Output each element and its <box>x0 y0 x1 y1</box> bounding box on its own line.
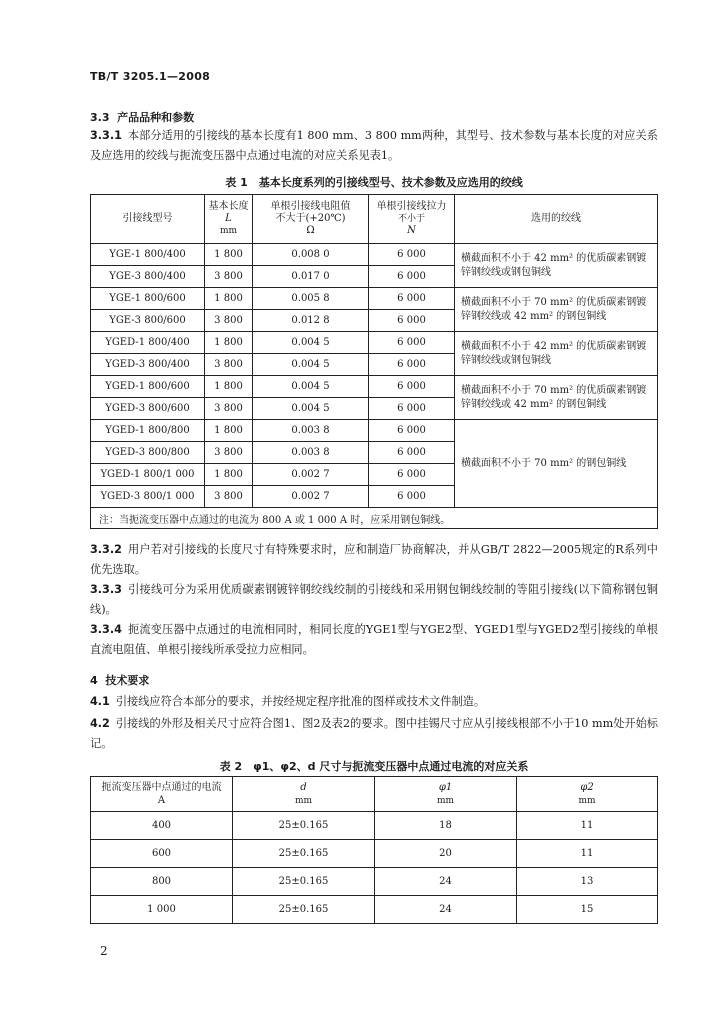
cell-length: 3 800 <box>205 266 253 288</box>
table-2 <box>90 776 658 924</box>
col-header-phi2: φ2 mm <box>517 777 658 812</box>
cell-phi2: 11 <box>517 812 658 840</box>
clause-text: 用户若对引接线的长度尺寸有特殊要求时，应和制造厂协商解决，并从GB/T 2822—2005规定的R系列中优先选取。 <box>90 543 658 576</box>
cell-tension: 6 000 <box>369 442 455 464</box>
section-3-3-heading <box>90 109 194 125</box>
cell-model: YGED-3 800/600 <box>91 398 205 420</box>
table-row <box>91 420 658 442</box>
table-row <box>91 840 658 868</box>
cell-current: 1 000 <box>91 896 233 924</box>
page-number: 2 <box>100 944 108 958</box>
cell-d: 25±0.165 <box>233 896 375 924</box>
clause-text: 引接线可分为采用优质碳素钢镀锌钢绞线绞制的引接线和采用钢包铜线绞制的等阻引接线(以下简称钢包铜线)。 <box>90 583 658 616</box>
cell-wire: 横截面积不小于 42 mm² 的优质碳素钢镀锌钢绞线或钢包铜线 <box>455 332 658 376</box>
section-title: 产品品种和参数 <box>117 111 195 124</box>
cell-phi1: 18 <box>375 812 517 840</box>
col-header-tension: 单根引接线拉力 不小于 N <box>369 195 455 244</box>
cell-model: YGED-3 800/800 <box>91 442 205 464</box>
cell-model: YGE-1 800/400 <box>91 244 205 266</box>
cell-wire: 横截面积不小于 70 mm² 的优质碳素钢镀锌钢绞线或 42 mm² 的钢包铜线 <box>455 376 658 420</box>
cell-tension: 6 000 <box>369 266 455 288</box>
cell-length: 1 800 <box>205 288 253 310</box>
col-header-wire: 选用的绞线 <box>455 195 658 244</box>
table-header-row <box>91 777 658 812</box>
cell-tension: 6 000 <box>369 332 455 354</box>
clause-3-3-4 <box>90 620 658 660</box>
section-title: 技术要求 <box>105 674 150 687</box>
cell-length: 1 800 <box>205 420 253 442</box>
cell-tension: 6 000 <box>369 354 455 376</box>
cell-resistance: 0.017 0 <box>253 266 369 288</box>
cell-model: YGED-1 800/400 <box>91 332 205 354</box>
cell-resistance: 0.002 7 <box>253 486 369 508</box>
clause-number: 4.2 <box>90 717 110 730</box>
clause-number: 3.3.4 <box>90 623 122 636</box>
table-1-caption: 表 1 基本长度系列的引接线型号、技术参数及应选用的绞线 <box>225 176 523 189</box>
cell-length: 1 800 <box>205 332 253 354</box>
clause-number: 3.3.1 <box>90 129 122 142</box>
col-header-length: 基本长度 L mm <box>205 195 253 244</box>
cell-length: 1 800 <box>205 464 253 486</box>
col-header-current: 扼流变压器中点通过的电流 A <box>91 777 233 812</box>
cell-d: 25±0.165 <box>233 868 375 896</box>
clause-4-1 <box>90 692 658 712</box>
table-note-row <box>91 508 658 529</box>
cell-model: YGE-1 800/600 <box>91 288 205 310</box>
clause-4-2 <box>90 714 658 754</box>
cell-wire: 横截面积不小于 42 mm² 的优质碳素钢镀锌钢绞线或钢包铜线 <box>455 244 658 288</box>
cell-resistance: 0.002 7 <box>253 464 369 486</box>
cell-phi2: 11 <box>517 840 658 868</box>
cell-resistance: 0.008 0 <box>253 244 369 266</box>
clause-text: 扼流变压器中点通过的电流相同时，相同长度的YGE1型与YGE2型、YGED1型与YGED2型引接线的单根直流电阻值、单根引接线所承受拉力应相同。 <box>90 623 658 656</box>
cell-resistance: 0.003 8 <box>253 442 369 464</box>
cell-phi2: 13 <box>517 868 658 896</box>
table-row <box>91 244 658 266</box>
cell-model: YGED-1 800/600 <box>91 376 205 398</box>
cell-phi1: 20 <box>375 840 517 868</box>
cell-length: 3 800 <box>205 442 253 464</box>
cell-tension: 6 000 <box>369 420 455 442</box>
cell-resistance: 0.012 8 <box>253 310 369 332</box>
clause-number: 3.3.2 <box>90 543 122 556</box>
cell-model: YGE-3 800/600 <box>91 310 205 332</box>
table-header-row <box>91 195 658 244</box>
clause-text: 本部分适用的引接线的基本长度有1 800 mm、3 800 mm两种，其型号、技术参数与基本长度的对应关系及应选用的绞线与扼流变压器中点通过电流的对应关系见表1。 <box>90 129 658 162</box>
cell-model: YGED-1 800/800 <box>91 420 205 442</box>
clause-number: 4.1 <box>90 695 110 708</box>
cell-tension: 6 000 <box>369 244 455 266</box>
cell-length: 3 800 <box>205 354 253 376</box>
cell-phi1: 24 <box>375 896 517 924</box>
clause-text: 引接线应符合本部分的要求，并按经规定程序批准的图样或技术文件制造。 <box>115 695 486 708</box>
col-header-d: d mm <box>233 777 375 812</box>
cell-wire: 横截面积不小于 70 mm² 的钢包铜线 <box>455 420 658 508</box>
section-number: 3.3 <box>90 111 110 124</box>
cell-resistance: 0.004 5 <box>253 376 369 398</box>
col-header-model: 引接线型号 <box>91 195 205 244</box>
col-header-phi1: φ1 mm <box>375 777 517 812</box>
table-row <box>91 288 658 310</box>
cell-length: 3 800 <box>205 398 253 420</box>
cell-resistance: 0.004 5 <box>253 398 369 420</box>
cell-tension: 6 000 <box>369 376 455 398</box>
clause-3-3-1 <box>90 126 658 166</box>
cell-resistance: 0.005 8 <box>253 288 369 310</box>
cell-model: YGED-1 800/1 000 <box>91 464 205 486</box>
table-row <box>91 812 658 840</box>
cell-resistance: 0.004 5 <box>253 332 369 354</box>
table-note: 注：当扼流变压器中点通过的电流为 800 A 或 1 000 A 时，应采用钢包铜线。 <box>91 508 658 529</box>
cell-wire: 横截面积不小于 70 mm² 的优质碳素钢镀锌钢绞线或 42 mm² 的钢包铜线 <box>455 288 658 332</box>
cell-length: 3 800 <box>205 310 253 332</box>
table-row <box>91 868 658 896</box>
cell-phi2: 15 <box>517 896 658 924</box>
cell-phi1: 24 <box>375 868 517 896</box>
table-2-caption: 表 2 φ1、φ2、d 尺寸与扼流变压器中点通过电流的对应关系 <box>219 760 529 773</box>
clause-3-3-3 <box>90 580 658 620</box>
clause-text: 引接线的外形及相关尺寸应符合图1、图2及表2的要求。图中挂锡尺寸应从引接线根部不小于10 mm处开始标记。 <box>90 717 658 750</box>
cell-length: 1 800 <box>205 376 253 398</box>
cell-tension: 6 000 <box>369 310 455 332</box>
cell-current: 400 <box>91 812 233 840</box>
table-row <box>91 332 658 354</box>
cell-tension: 6 000 <box>369 288 455 310</box>
col-header-resistance: 单根引接线电阻值 不大于(+20℃) Ω <box>253 195 369 244</box>
cell-d: 25±0.165 <box>233 840 375 868</box>
cell-resistance: 0.004 5 <box>253 354 369 376</box>
clause-3-3-2 <box>90 540 658 580</box>
table-row <box>91 896 658 924</box>
table-row <box>91 376 658 398</box>
clause-number: 3.3.3 <box>90 583 122 596</box>
cell-current: 600 <box>91 840 233 868</box>
section-number: 4 <box>90 674 98 687</box>
cell-length: 3 800 <box>205 486 253 508</box>
cell-model: YGED-3 800/1 000 <box>91 486 205 508</box>
cell-length: 1 800 <box>205 244 253 266</box>
cell-tension: 6 000 <box>369 464 455 486</box>
cell-resistance: 0.003 8 <box>253 420 369 442</box>
cell-d: 25±0.165 <box>233 812 375 840</box>
cell-current: 800 <box>91 868 233 896</box>
cell-model: YGED-3 800/400 <box>91 354 205 376</box>
section-4-heading <box>90 672 149 688</box>
cell-tension: 6 000 <box>369 486 455 508</box>
cell-model: YGE-3 800/400 <box>91 266 205 288</box>
cell-tension: 6 000 <box>369 398 455 420</box>
table-1 <box>90 194 658 529</box>
document-header: TB/T 3205.1—2008 <box>90 70 211 83</box>
